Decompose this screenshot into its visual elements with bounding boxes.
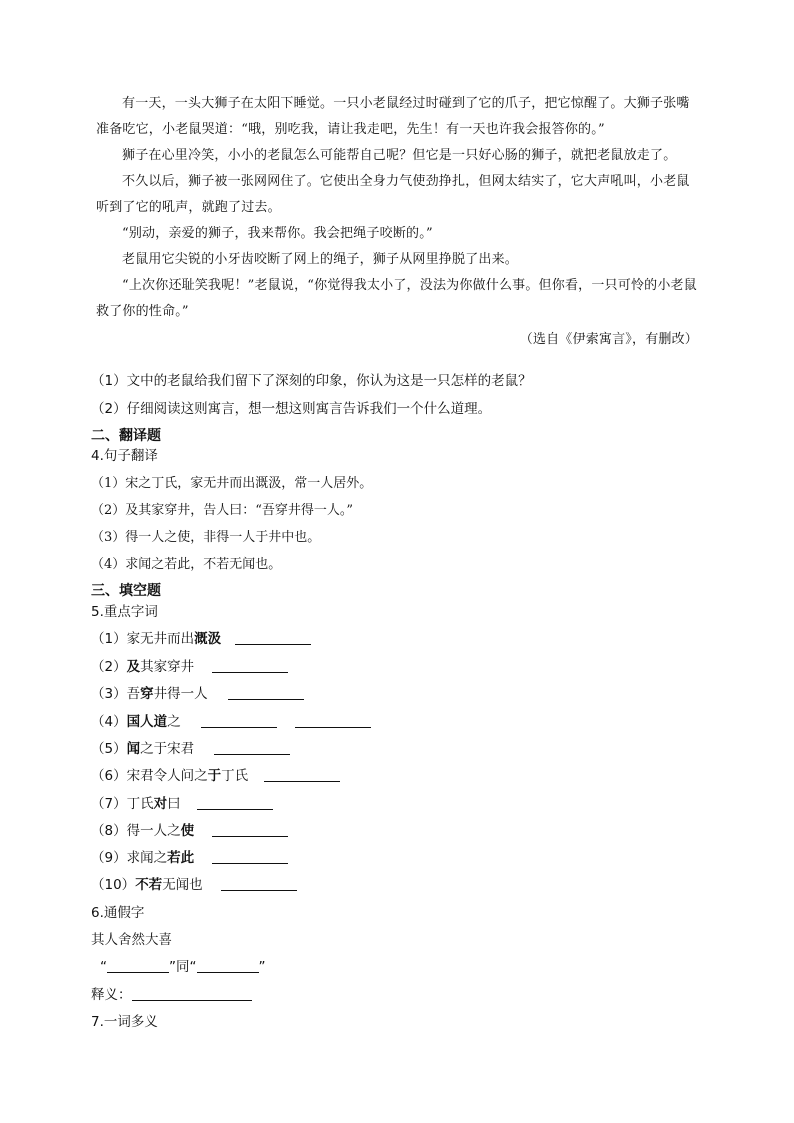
- answer-blank[interactable]: [235, 643, 311, 645]
- translation-item-4: （4）求闻之若此，不若无闻也。: [91, 557, 282, 572]
- answer-blank[interactable]: [228, 698, 304, 700]
- question-5-title: 5.重点字词: [91, 604, 158, 620]
- story-source: （选自《伊索寓言》，有删改）: [519, 332, 698, 347]
- translation-item-3: （3）得一人之使，非得一人于井中也。: [91, 530, 321, 545]
- fill-item-9: （9）求闻之若此: [91, 846, 288, 866]
- tongjia-blank-2[interactable]: [197, 971, 259, 973]
- story-paragraph-6: “上次你还耻笑我呢！”老鼠说，“你觉得我太小了，没法为你做什么事。但你看，一只可怜的小老鼠救了你的性命。”: [96, 278, 697, 319]
- answer-blank[interactable]: [221, 889, 297, 891]
- fill-item-7: （7）丁氏对曰: [91, 792, 273, 812]
- question-4-title: 4.句子翻译: [91, 448, 158, 464]
- answer-blank[interactable]: [212, 671, 288, 673]
- question-6-title: 6.通假字: [91, 905, 145, 921]
- answer-blank[interactable]: [264, 780, 340, 782]
- question-1: （1）文中的老鼠给我们留下了深刻的印象，你认为这是一只怎样的老鼠？: [91, 373, 532, 389]
- question-2: （2）仔细阅读这则寓言，想一想这则寓言告诉我们一个什么道理。: [91, 401, 492, 417]
- fill-item-1: （1）家无井而出溉汲: [91, 627, 311, 647]
- answer-blank[interactable]: [214, 753, 290, 755]
- answer-blank[interactable]: [212, 835, 288, 837]
- fill-item-10: （10）不若无闻也: [91, 873, 297, 893]
- fill-item-3: （3）吾穿井得一人: [91, 682, 304, 702]
- story-paragraph-5: 老鼠用它尖锐的小牙齿咬断了网上的绳子，狮子从网里挣脱了出来。: [122, 252, 519, 267]
- translation-item-2: （2）及其家穿井，告人曰：“吾穿井得一人。”: [91, 503, 354, 518]
- answer-blank[interactable]: [295, 726, 371, 728]
- story-paragraph-4: “别动，亲爱的狮子，我来帮你。我会把绳子咬断的。”: [122, 226, 433, 241]
- section-2-heading: 二、翻译题: [91, 428, 161, 444]
- tongjia-sentence: 其人舍然大喜: [91, 932, 172, 948]
- story-paragraph-3: 不久以后，狮子被一张网网住了。它使出全身力气使劲挣扎，但网太结实了，它大声吼叫，小老鼠听到了它的吼声，就跑了过去。: [96, 174, 690, 215]
- story-paragraph-1: 有一天，一头大狮子在太阳下睡觉。一只小老鼠经过时碰到了它的爪子，把它惊醒了。大狮子张嘴准备吃它，小老鼠哭道：“哦，别吃我，请让我走吧，先生！有一天也许我会报答你的。”: [96, 96, 690, 137]
- section-3-heading: 三、填空题: [91, 583, 161, 599]
- tongjia-blank-1[interactable]: [107, 971, 169, 973]
- question-7-title: 7.一词多义: [91, 1014, 158, 1030]
- answer-blank[interactable]: [197, 808, 273, 810]
- tongjia-row: “ ”同“ ”: [100, 959, 266, 975]
- fill-item-8: （8）得一人之使: [91, 819, 288, 839]
- fill-item-6: （6）宋君令人问之于丁氏: [91, 764, 340, 784]
- fable-passage: [96, 91, 698, 353]
- translation-item-1: （1）宋之丁氏，家无井而出溉汲，常一人居外。: [91, 476, 373, 491]
- fill-item-4: （4）国人道之: [91, 710, 371, 730]
- fill-item-5: （5）闻之于宋君: [91, 737, 290, 757]
- tongjia-meaning-row: 释义：: [91, 983, 252, 1003]
- answer-blank[interactable]: [201, 726, 277, 728]
- story-paragraph-2: 狮子在心里冷笑，小小的老鼠怎么可能帮自己呢？但它是一只好心肠的狮子，就把老鼠放走了。: [122, 148, 677, 163]
- meaning-blank[interactable]: [132, 999, 252, 1001]
- fill-item-2: （2）及其家穿井: [91, 655, 288, 675]
- answer-blank[interactable]: [212, 862, 288, 864]
